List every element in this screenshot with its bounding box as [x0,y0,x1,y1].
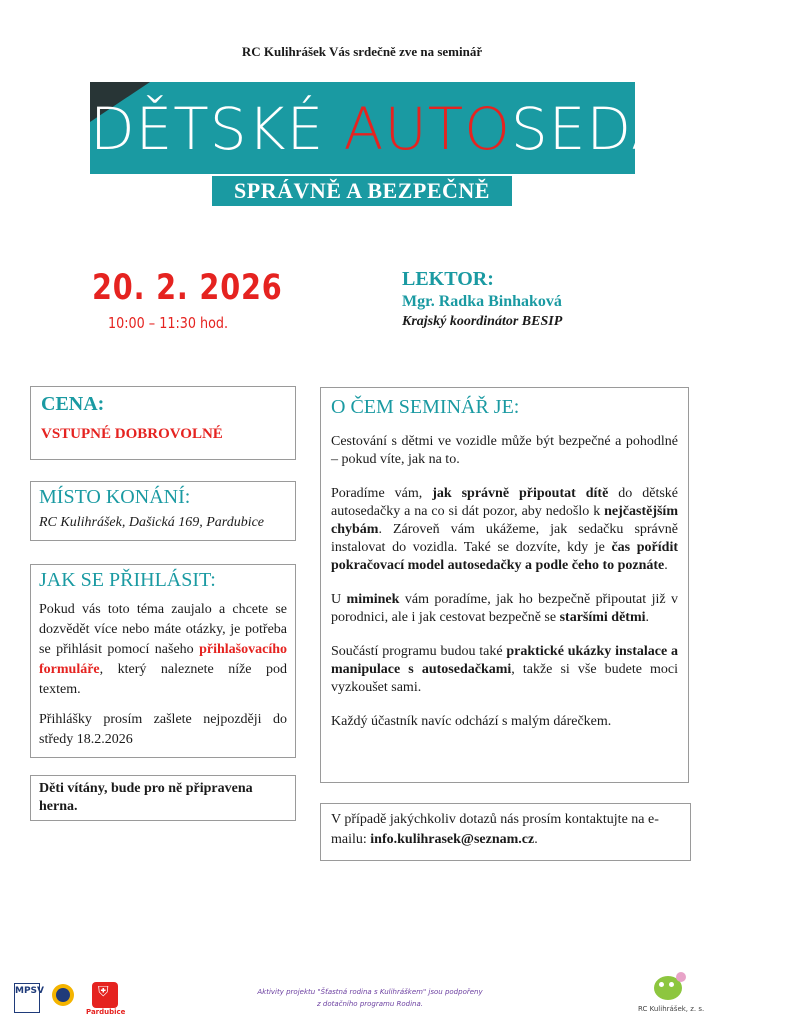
registration-deadline: Přihlášky prosím zašlete nejpozději do středy 18.2.2026 [39,712,287,747]
seminar-paragraph: Poradíme vám, jak správně připoutat dítě do dětské autosedačky a na co si dát pozor, aby nedošlo k nejčastějším chybám. Zároveň vám ukážeme, jak sedačku správně instalovat do vozidla. Také se dozvíte, kdy je čas pořídit pokračovací model autosedačky a podle čeho to poznáte. [331,486,679,573]
seminar-info-box [320,387,689,783]
title-banner [90,82,788,174]
registration-box [30,564,296,758]
registration-text: Pokud vás toto téma zaujalo a chcete se dozvědět více nebo máte otázky, je potřeba se přihlásit pomocí našeho přihlašovacího formuláře, který naleznete níže pod textem. [39,602,287,697]
kulihrasek-mascot-icon [654,976,682,1000]
banner-subtitle: SPRÁVNĚ A BEZPEČNĚ [212,176,512,206]
contact-email-link[interactable]: info.kulihrasek@seznam.cz [370,832,535,847]
venue-address: RC Kulihrášek, Dašická 169, Pardubice [39,515,265,530]
lektor-name: Mgr. Radka Binhaková [402,293,562,310]
contact-box: V případě jakýchkoliv dotazů nás prosím kontaktujte na e-mailu: info.kulihrasek@seznam.cz. [320,803,691,861]
banner-title: DĚTSKÉ AUTOSEDAČKY [90,95,788,163]
seminar-paragraph: Cestování s dětmi ve vozidle může být bezpečné a pohodlné – pokud víte, jak na to. [331,434,678,467]
mpsv-logo: MPSV [14,983,40,1013]
event-date: 20. 2. 2026 [92,268,283,308]
kids-welcome-box: Děti vítány, bude pro ně připravena herna. [30,775,296,821]
price-value: VSTUPNÉ DOBROVOLNÉ [41,426,223,442]
pardubice-label: Pardubice [86,1008,126,1016]
seminar-paragraph: Každý účastník navíc odchází s malým dárečkem. [331,714,612,729]
seminar-paragraph: U miminek vám poradíme, jak ho bezpečně připoutat již v porodnici, ale i jak cestovat bezpečně se staršími dětmi. [331,592,678,625]
rc-kulihrasek-label: RC Kulihrášek, z. s. [638,1005,705,1013]
seminar-paragraph: Součástí programu budou také praktické ukázky instalace a manipulace s autosedačkami, takže si vše budete moci vyzkoušet sami. [331,644,679,695]
invitation-line: RC Kulihrášek Vás srdečně zve na seminář [241,44,483,59]
event-time: 10:00 – 11:30 hod. [108,314,229,332]
seminar-heading: O ČEM SEMINÁŘ JE: [331,396,520,418]
price-heading: CENA: [41,393,105,415]
pardubice-crest-icon [92,982,118,1008]
lektor-heading: LEKTOR: [402,268,494,290]
venue-box [30,481,296,541]
registration-form-link[interactable]: přihlašovacího formuláře [39,642,287,677]
price-box [30,386,296,460]
footer-sponsor-note: Aktivity projektu "Šťastná rodina s Kulihráškem" jsou podpořeny z dotačního programu Rodina. [257,988,483,1008]
registration-heading: JAK SE PŘIHLÁSIT: [39,569,216,591]
venue-heading: MÍSTO KONÁNÍ: [39,486,191,508]
lektor-role: Krajský koordinátor BESIP [402,314,563,329]
rodina-program-logo [52,984,74,1006]
